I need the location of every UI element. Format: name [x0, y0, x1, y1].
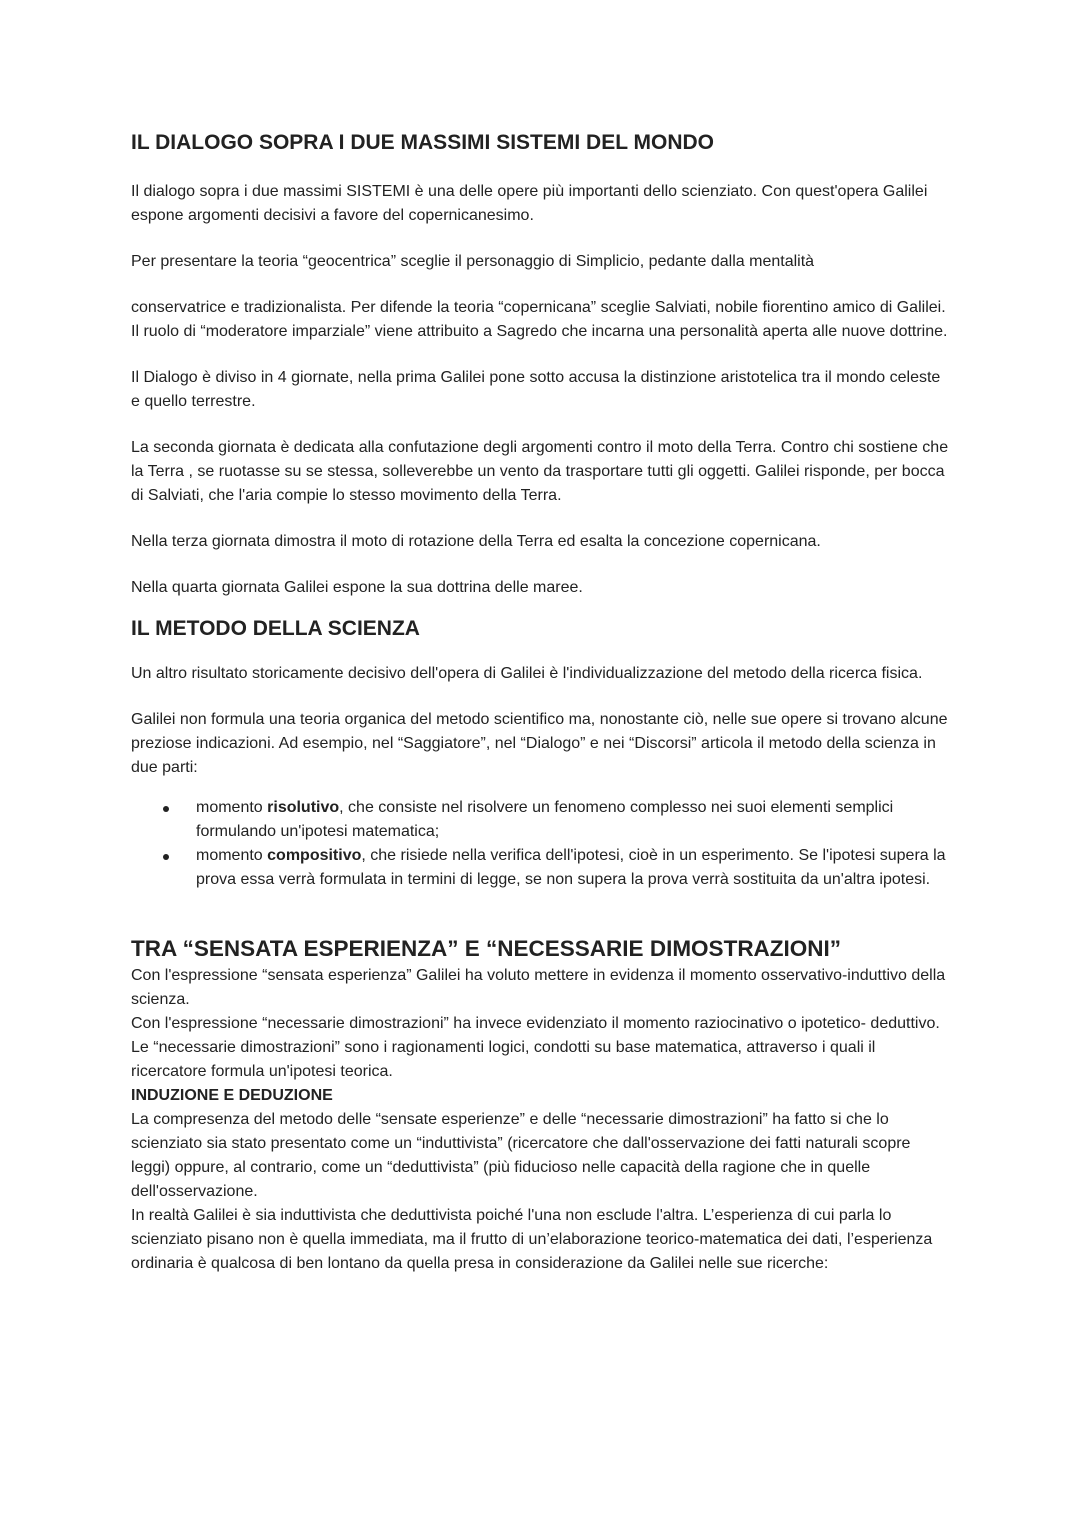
- bullet-text-pre: momento: [196, 847, 268, 864]
- bullet-text-post: , che risiede nella verifica dell'ipotesi, cioè in un esperimento. Se l'ipotesi supera la prova essa verrà formulata in termini di legge, se non supera la prova verrà sostituita da un'altra ipotesi.: [196, 847, 946, 888]
- paragraph: conservatrice e tradizionalista. Per difende la teoria “copernicana” sceglie Salviati, nobile fiorentino amico di Galilei. Il ruolo di “moderatore imparziale” viene attribuito a Sagredo che incarna una personalità aperta alle nuove dottrine.: [131, 299, 948, 340]
- bullet-list: [131, 796, 949, 892]
- paragraph: Galilei non formula una teoria organica del metodo scientifico ma, nonostante ciò, nelle sue opere si trovano alcune preziose indicazioni. Ad esempio, nel “Saggiatore”, nel “Dialogo” e nei “Discorsi” articola il metodo della scienza in due parti:: [131, 711, 948, 776]
- paragraph: Nella quarta giornata Galilei espone la sua dottrina delle maree.: [131, 579, 583, 596]
- paragraph: Con l'espressione “necessarie dimostrazioni” ha invece evidenziato il momento raziocinativo o ipotetico- deduttivo. Le “necessarie dimostrazioni” sono i ragionamenti logici, condotti su base matematica, attraverso i quali il ricercatore formula un'ipotesi teorica.: [131, 1015, 940, 1080]
- paragraph: La seconda giornata è dedicata alla confutazione degli argomenti contro il moto della Terra. Contro chi sostiene che la Terra , se ruotasse su se stessa, solleverebbe un vento da trasportare tutti gli oggetti. Galilei risponde, per bocca di Salviati, che l'aria compie lo stesso movimento della Terra.: [131, 439, 949, 504]
- paragraph: Nella terza giornata dimostra il moto di rotazione della Terra ed esalta la concezione copernicana.: [131, 533, 821, 550]
- section-title-esperienza: TRA “SENSATA ESPERIENZA” E “NECESSARIE DIMOSTRAZIONI”: [131, 936, 842, 961]
- bullet-text-pre: momento: [196, 799, 268, 816]
- bullet-icon: [163, 806, 169, 812]
- paragraph: Il Dialogo è diviso in 4 giornate, nella prima Galilei pone sotto accusa la distinzione aristotelica tra il mondo celeste e quello terrestre.: [131, 369, 941, 410]
- paragraph: La compresenza del metodo delle “sensate esperienze” e delle “necessarie dimostrazioni” ha fatto si che lo scienziato sia stato presentato come un “induttivista” (ricercatore che dall'osservazione dei fatti naturali scopre leggi) oppure, al contrario, come un “deduttivista” (più fiducioso nelle capacità della ragione che in quelle dell'osservazione.: [131, 1111, 911, 1200]
- bullet-text-bold: risolutivo: [267, 799, 340, 816]
- bullet-icon: [163, 854, 169, 860]
- subsection-title-induzione: INDUZIONE E DEDUZIONE: [131, 1087, 333, 1104]
- paragraph: Un altro risultato storicamente decisivo dell'opera di Galilei è l'individualizzazione del metodo della ricerca fisica.: [131, 665, 923, 682]
- list-item: [131, 796, 949, 844]
- document-page: [131, 128, 949, 1276]
- bullet-text-post: , che consiste nel risolvere un fenomeno complesso nei suoi elementi semplici formulando un'ipotesi matematica;: [196, 799, 894, 840]
- paragraph: Per presentare la teoria “geocentrica” sceglie il personaggio di Simplicio, pedante dalla mentalità: [131, 253, 815, 270]
- paragraph: Il dialogo sopra i due massimi SISTEMI è una delle opere più importanti dello scienziato. Con quest'opera Galilei espone argomenti decisivi a favore del copernicanesimo.: [131, 183, 928, 224]
- section-title-metodo: IL METODO DELLA SCIENZA: [131, 617, 420, 640]
- bullet-text-bold: compositivo: [267, 847, 362, 864]
- list-item: [131, 844, 949, 892]
- paragraph: Con l'espressione “sensata esperienza” Galilei ha voluto mettere in evidenza il momento osservativo-induttivo della scienza.: [131, 967, 946, 1008]
- paragraph: In realtà Galilei è sia induttivista che deduttivista poiché l'una non esclude l'altra. L’esperienza di cui parla lo scienziato pisano non è quella immediata, ma il frutto di un’elaborazione teorico-matematica dei dati, l’esperienza ordinaria è qualcosa di ben lontano da quella presa in considerazione da Galilei nelle sue ricerche:: [131, 1207, 933, 1272]
- section-title-dialogo: IL DIALOGO SOPRA I DUE MASSIMI SISTEMI DEL MONDO: [131, 131, 714, 154]
